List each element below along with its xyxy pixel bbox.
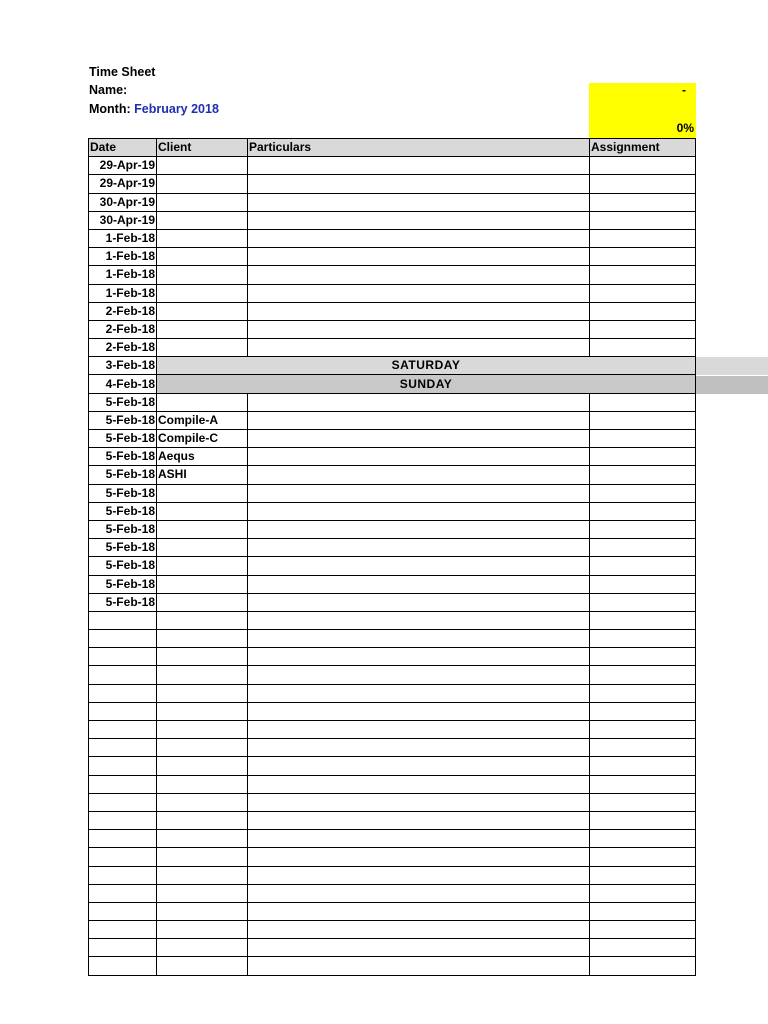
date-cell[interactable] (89, 721, 157, 739)
assignment-cell[interactable] (590, 793, 696, 811)
assignment-cell[interactable] (590, 866, 696, 884)
saturday-row-extension (696, 357, 768, 375)
column-header-particulars: Particulars (248, 139, 590, 157)
particulars-cell[interactable] (248, 830, 590, 848)
date-cell[interactable]: 5-Feb-18 (89, 430, 157, 448)
table-row (89, 848, 696, 866)
assignment-cell[interactable] (590, 539, 696, 557)
date-cell[interactable]: 2-Feb-18 (89, 320, 157, 338)
column-header-date: Date (89, 139, 157, 157)
sheet-title: Time Sheet (89, 65, 156, 79)
client-cell[interactable] (157, 739, 248, 757)
table-row (89, 575, 696, 593)
client-cell[interactable] (157, 302, 248, 320)
particulars-cell[interactable] (248, 211, 590, 229)
month-row (89, 100, 219, 118)
client-cell[interactable] (157, 520, 248, 538)
assignment-cell[interactable] (590, 466, 696, 484)
client-cell[interactable] (157, 557, 248, 575)
date-cell[interactable]: 5-Feb-18 (89, 575, 157, 593)
date-cell[interactable] (89, 939, 157, 957)
date-cell[interactable] (89, 702, 157, 720)
date-cell[interactable]: 2-Feb-18 (89, 302, 157, 320)
client-cell[interactable] (157, 339, 248, 357)
client-cell[interactable] (157, 775, 248, 793)
particulars-cell[interactable] (248, 539, 590, 557)
client-cell[interactable] (157, 575, 248, 593)
particulars-cell[interactable] (248, 648, 590, 666)
assignment-cell[interactable] (590, 193, 696, 211)
table-row (89, 539, 696, 557)
table-row (89, 557, 696, 575)
particulars-cell[interactable] (248, 866, 590, 884)
client-cell[interactable] (157, 848, 248, 866)
particulars-cell[interactable] (248, 611, 590, 629)
client-cell[interactable] (157, 193, 248, 211)
particulars-cell[interactable] (248, 939, 590, 957)
date-cell[interactable] (89, 848, 157, 866)
date-cell[interactable]: 5-Feb-18 (89, 502, 157, 520)
table-row (89, 320, 696, 338)
assignment-cell[interactable] (590, 557, 696, 575)
date-cell[interactable]: 4-Feb-18 (89, 375, 157, 393)
table-row (89, 175, 696, 193)
particulars-cell[interactable] (248, 848, 590, 866)
particulars-cell[interactable] (248, 484, 590, 502)
particulars-cell[interactable] (248, 320, 590, 338)
table-row (89, 757, 696, 775)
client-cell[interactable] (157, 866, 248, 884)
assignment-cell[interactable] (590, 284, 696, 302)
assignment-cell[interactable] (590, 884, 696, 902)
assignment-cell[interactable] (590, 684, 696, 702)
particulars-cell[interactable] (248, 630, 590, 648)
table-row (89, 302, 696, 320)
client-cell[interactable] (157, 266, 248, 284)
client-cell[interactable] (157, 830, 248, 848)
particulars-cell[interactable] (248, 593, 590, 611)
assignment-cell[interactable] (590, 520, 696, 538)
client-cell[interactable]: Aequs (157, 448, 248, 466)
timesheet-table (88, 138, 696, 976)
client-cell[interactable] (157, 175, 248, 193)
date-cell[interactable] (89, 866, 157, 884)
date-cell[interactable]: 2-Feb-18 (89, 339, 157, 357)
date-cell[interactable]: 5-Feb-18 (89, 448, 157, 466)
table-body (89, 157, 696, 975)
assignment-cell[interactable] (590, 302, 696, 320)
table-row (89, 339, 696, 357)
client-cell[interactable] (157, 811, 248, 829)
table-row (89, 466, 696, 484)
assignment-cell[interactable] (590, 448, 696, 466)
table-row (89, 248, 696, 266)
date-cell[interactable] (89, 902, 157, 920)
assignment-cell[interactable] (590, 666, 696, 684)
client-cell[interactable] (157, 884, 248, 902)
particulars-cell[interactable] (248, 448, 590, 466)
table-row (89, 448, 696, 466)
client-cell[interactable] (157, 229, 248, 247)
particulars-cell[interactable] (248, 666, 590, 684)
particulars-cell[interactable] (248, 775, 590, 793)
date-cell[interactable] (89, 884, 157, 902)
particulars-cell[interactable] (248, 393, 590, 411)
assignment-cell[interactable] (590, 957, 696, 975)
particulars-cell[interactable] (248, 757, 590, 775)
date-cell[interactable]: 5-Feb-18 (89, 520, 157, 538)
table-row (89, 830, 696, 848)
client-cell[interactable] (157, 393, 248, 411)
date-cell[interactable]: 29-Apr-19 (89, 157, 157, 175)
client-cell[interactable] (157, 211, 248, 229)
assignment-cell[interactable] (590, 248, 696, 266)
client-cell[interactable] (157, 902, 248, 920)
table-row (89, 793, 696, 811)
assignment-cell[interactable] (590, 157, 696, 175)
client-cell[interactable] (157, 684, 248, 702)
assignment-cell[interactable] (590, 211, 696, 229)
client-cell[interactable] (157, 630, 248, 648)
client-cell[interactable] (157, 702, 248, 720)
date-cell[interactable] (89, 648, 157, 666)
table-row (89, 284, 696, 302)
weekend-cell: SUNDAY (157, 375, 696, 393)
table-row (89, 939, 696, 957)
assignment-cell[interactable] (590, 902, 696, 920)
column-header-assignment: Assignment (590, 139, 696, 157)
name-label: Name: (89, 83, 128, 97)
table-row (89, 484, 696, 502)
table-row (89, 193, 696, 211)
particulars-cell[interactable] (248, 575, 590, 593)
assignment-cell[interactable] (590, 702, 696, 720)
summary-value: - (682, 83, 686, 97)
date-cell[interactable] (89, 611, 157, 629)
assignment-cell[interactable] (590, 339, 696, 357)
date-cell[interactable]: 30-Apr-19 (89, 193, 157, 211)
summary-box (589, 83, 696, 138)
weekend-cell: SATURDAY (157, 357, 696, 375)
client-cell[interactable] (157, 539, 248, 557)
client-cell[interactable]: Compile-A (157, 411, 248, 429)
table-row (89, 357, 696, 375)
assignment-cell[interactable] (590, 320, 696, 338)
table-row (89, 957, 696, 975)
date-cell[interactable]: 5-Feb-18 (89, 466, 157, 484)
assignment-cell[interactable] (590, 630, 696, 648)
date-cell[interactable]: 1-Feb-18 (89, 284, 157, 302)
date-cell[interactable]: 5-Feb-18 (89, 557, 157, 575)
particulars-cell[interactable] (248, 284, 590, 302)
particulars-cell[interactable] (248, 502, 590, 520)
table-row (89, 430, 696, 448)
particulars-cell[interactable] (248, 684, 590, 702)
date-cell[interactable]: 5-Feb-18 (89, 539, 157, 557)
assignment-cell[interactable] (590, 611, 696, 629)
particulars-cell[interactable] (248, 957, 590, 975)
table-row (89, 630, 696, 648)
header-row (89, 139, 696, 157)
table-row (89, 811, 696, 829)
assignment-cell[interactable] (590, 739, 696, 757)
date-cell[interactable]: 1-Feb-18 (89, 248, 157, 266)
particulars-cell[interactable] (248, 302, 590, 320)
table-row (89, 520, 696, 538)
date-cell[interactable] (89, 684, 157, 702)
date-cell[interactable]: 1-Feb-18 (89, 266, 157, 284)
client-cell[interactable] (157, 939, 248, 957)
table-row (89, 229, 696, 247)
date-cell[interactable]: 29-Apr-19 (89, 175, 157, 193)
table-row (89, 411, 696, 429)
client-cell[interactable] (157, 320, 248, 338)
client-cell[interactable]: ASHI (157, 466, 248, 484)
assignment-cell[interactable] (590, 393, 696, 411)
client-cell[interactable] (157, 284, 248, 302)
date-cell[interactable]: 3-Feb-18 (89, 357, 157, 375)
assignment-cell[interactable] (590, 721, 696, 739)
date-cell[interactable] (89, 775, 157, 793)
table-row (89, 375, 696, 393)
particulars-cell[interactable] (248, 921, 590, 939)
particulars-cell[interactable] (248, 430, 590, 448)
client-cell[interactable] (157, 921, 248, 939)
particulars-cell[interactable] (248, 721, 590, 739)
client-cell[interactable] (157, 721, 248, 739)
particulars-cell[interactable] (248, 175, 590, 193)
table-row (89, 921, 696, 939)
client-cell[interactable] (157, 157, 248, 175)
assignment-cell[interactable] (590, 502, 696, 520)
table-row (89, 739, 696, 757)
assignment-cell[interactable] (590, 848, 696, 866)
assignment-cell[interactable] (590, 430, 696, 448)
client-cell[interactable] (157, 957, 248, 975)
client-cell[interactable] (157, 484, 248, 502)
assignment-cell[interactable] (590, 229, 696, 247)
particulars-cell[interactable] (248, 811, 590, 829)
particulars-cell[interactable] (248, 902, 590, 920)
assignment-cell[interactable] (590, 775, 696, 793)
assignment-cell[interactable] (590, 484, 696, 502)
particulars-cell[interactable] (248, 557, 590, 575)
table-row (89, 775, 696, 793)
client-cell[interactable] (157, 757, 248, 775)
table-row (89, 157, 696, 175)
particulars-cell[interactable] (248, 793, 590, 811)
date-cell[interactable] (89, 757, 157, 775)
client-cell[interactable] (157, 248, 248, 266)
date-cell[interactable]: 30-Apr-19 (89, 211, 157, 229)
client-cell[interactable]: Compile-C (157, 430, 248, 448)
table-row (89, 393, 696, 411)
table-row (89, 702, 696, 720)
date-cell[interactable] (89, 630, 157, 648)
table-row (89, 902, 696, 920)
date-cell[interactable] (89, 811, 157, 829)
particulars-cell[interactable] (248, 248, 590, 266)
assignment-cell[interactable] (590, 830, 696, 848)
particulars-cell[interactable] (248, 520, 590, 538)
sunday-row-extension (696, 376, 768, 394)
assignment-cell[interactable] (590, 648, 696, 666)
table-row (89, 211, 696, 229)
particulars-cell[interactable] (248, 266, 590, 284)
date-cell[interactable] (89, 739, 157, 757)
particulars-cell[interactable] (248, 466, 590, 484)
assignment-cell[interactable] (590, 757, 696, 775)
date-cell[interactable] (89, 957, 157, 975)
assignment-cell[interactable] (590, 593, 696, 611)
table-row (89, 611, 696, 629)
column-header-client: Client (157, 139, 248, 157)
table-row (89, 884, 696, 902)
assignment-cell[interactable] (590, 921, 696, 939)
month-value: February 2018 (134, 102, 219, 116)
assignment-cell[interactable] (590, 575, 696, 593)
particulars-cell[interactable] (248, 339, 590, 357)
assignment-cell[interactable] (590, 411, 696, 429)
assignment-cell[interactable] (590, 175, 696, 193)
date-cell[interactable] (89, 793, 157, 811)
table-row (89, 593, 696, 611)
assignment-cell[interactable] (590, 939, 696, 957)
table-row (89, 684, 696, 702)
client-cell[interactable] (157, 502, 248, 520)
table-row (89, 648, 696, 666)
table-row (89, 266, 696, 284)
date-cell[interactable]: 1-Feb-18 (89, 229, 157, 247)
month-label: Month: (89, 102, 131, 116)
table-row (89, 721, 696, 739)
particulars-cell[interactable] (248, 702, 590, 720)
table-row (89, 866, 696, 884)
table-row (89, 666, 696, 684)
client-cell[interactable] (157, 611, 248, 629)
table-row (89, 502, 696, 520)
particulars-cell[interactable] (248, 157, 590, 175)
assignment-cell[interactable] (590, 811, 696, 829)
summary-percent: 0% (676, 121, 694, 135)
client-cell[interactable] (157, 593, 248, 611)
client-cell[interactable] (157, 666, 248, 684)
date-cell[interactable]: 5-Feb-18 (89, 593, 157, 611)
assignment-cell[interactable] (590, 266, 696, 284)
date-cell[interactable] (89, 666, 157, 684)
date-cell[interactable]: 5-Feb-18 (89, 411, 157, 429)
client-cell[interactable] (157, 793, 248, 811)
particulars-cell[interactable] (248, 884, 590, 902)
date-cell[interactable] (89, 921, 157, 939)
client-cell[interactable] (157, 648, 248, 666)
particulars-cell[interactable] (248, 739, 590, 757)
date-cell[interactable]: 5-Feb-18 (89, 484, 157, 502)
date-cell[interactable]: 5-Feb-18 (89, 393, 157, 411)
particulars-cell[interactable] (248, 229, 590, 247)
date-cell[interactable] (89, 830, 157, 848)
particulars-cell[interactable] (248, 193, 590, 211)
particulars-cell[interactable] (248, 411, 590, 429)
